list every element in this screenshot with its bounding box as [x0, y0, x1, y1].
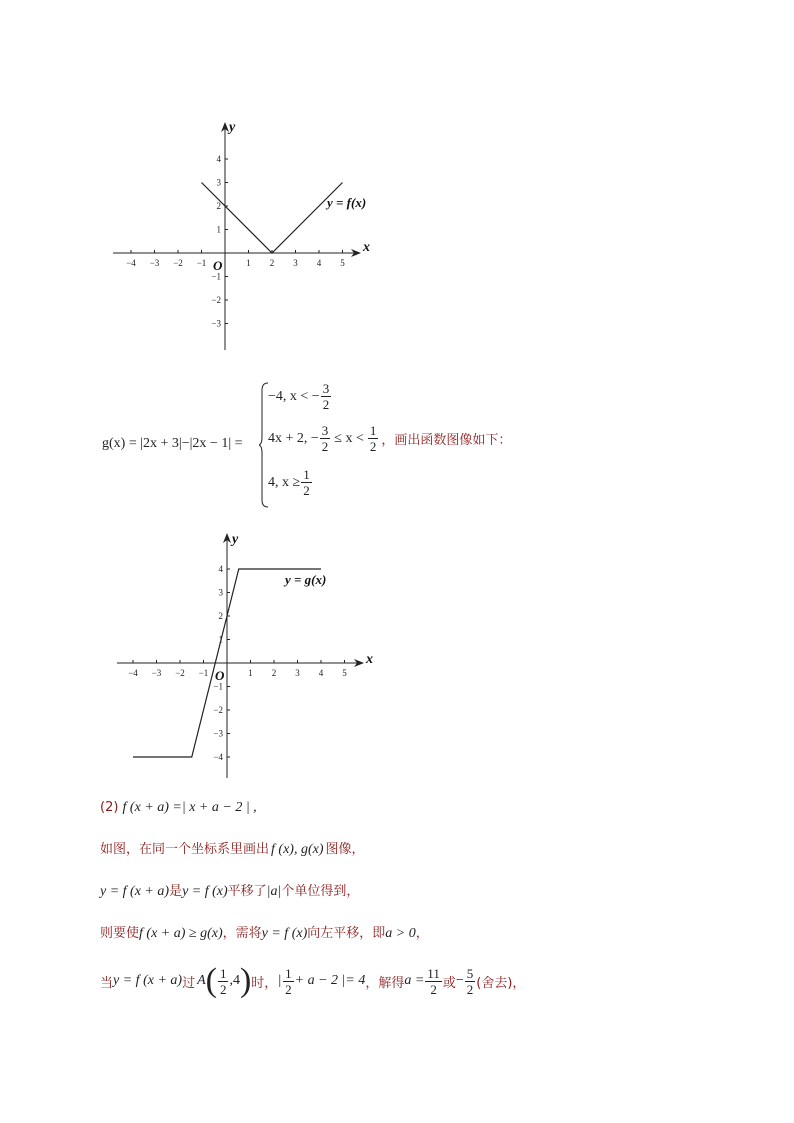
y-tick-label: 2: [216, 201, 221, 211]
x-tick-label: −1: [196, 258, 207, 268]
y-tick-label: −2: [213, 705, 223, 715]
origin-label: O: [215, 668, 225, 683]
y-tick-label: 1: [218, 634, 223, 645]
y-axis-label: y: [232, 532, 239, 547]
origin-label: O: [213, 258, 223, 273]
y-tick-label: 1: [216, 224, 221, 235]
case-2: 4x + 2, − $\frac{3}{2}$ ≤ x < $\frac{1}{2}$ ，画出函数图像如下：: [268, 423, 512, 454]
f-curve: [202, 183, 343, 254]
case-3: 4, x ≥ $\frac{1}{2}$: [268, 467, 310, 498]
text-line-3: y = f (x + a)是y = f (x)平移了|a|个单位得到，: [100, 884, 360, 899]
text-line-1: (2) f (x + a) =| x + a − 2 | ,: [100, 800, 257, 815]
text-line-5: 当 y = f (x + a) 过 A ( $\frac{1}{2}$ ,4 ) 时， | $\frac{1}{2}$ + a − 2 |= 4 ，解得 a = $\frac{11}{2}$ 或 − $\frac{5}{2}$ (舍去)，: [100, 962, 526, 999]
x-tick-label: −2: [175, 668, 185, 678]
y-tick-label: 4: [216, 154, 221, 164]
y-tick-label: 4: [218, 564, 223, 574]
x-tick-label: 1: [248, 668, 253, 678]
text-line-4: 则要使f (x + a) ≥ g(x)，需将y = f (x)向左平移，即a > 0，: [100, 926, 429, 941]
g-function-label: y = g(x): [285, 572, 327, 587]
x-tick-label: −3: [151, 668, 162, 678]
x-tick-label: −1: [198, 668, 209, 678]
y-tick-label: −1: [213, 681, 223, 692]
y-tick-label: −4: [213, 752, 223, 762]
x-tick-label: 2: [271, 668, 277, 678]
graph-g: [105, 528, 395, 783]
y-tick-label: −1: [211, 271, 221, 282]
y-tick-label: −2: [211, 295, 221, 305]
x-axis-label: x: [363, 240, 370, 255]
x-tick-label: 4: [316, 258, 322, 268]
x-tick-label: −4: [126, 258, 136, 268]
x-axis-label: x: [366, 652, 373, 667]
y-axis-label: y: [229, 120, 236, 135]
x-tick-label: 3: [293, 258, 298, 268]
graph-f: [105, 115, 395, 360]
x-tick-label: 4: [318, 668, 324, 678]
x-tick-label: −4: [128, 668, 138, 678]
text-line-2: 如图，在同一个坐标系里画出 f (x), g(x) 图像，: [100, 842, 365, 857]
x-tick-label: 3: [295, 668, 300, 678]
y-tick-label: 3: [218, 587, 223, 598]
x-tick-label: −2: [173, 258, 183, 268]
y-tick-label: −3: [211, 318, 221, 329]
formula-lhs: g(x) = |2x + 3|−|2x − 1| =: [102, 436, 243, 451]
x-tick-label: 5: [340, 258, 345, 268]
x-tick-label: −3: [149, 258, 160, 268]
f-function-label: y = f(x): [327, 195, 367, 210]
x-tick-label: 1: [246, 258, 251, 268]
y-tick-label: 2: [218, 611, 223, 621]
x-tick-label: 2: [269, 258, 275, 268]
case-1: −4, x < − $\frac{3}{2}$: [268, 381, 330, 412]
y-tick-label: 3: [216, 177, 221, 188]
x-tick-label: 5: [342, 668, 347, 678]
y-tick-label: −3: [213, 728, 223, 739]
formula-g: [102, 380, 702, 510]
